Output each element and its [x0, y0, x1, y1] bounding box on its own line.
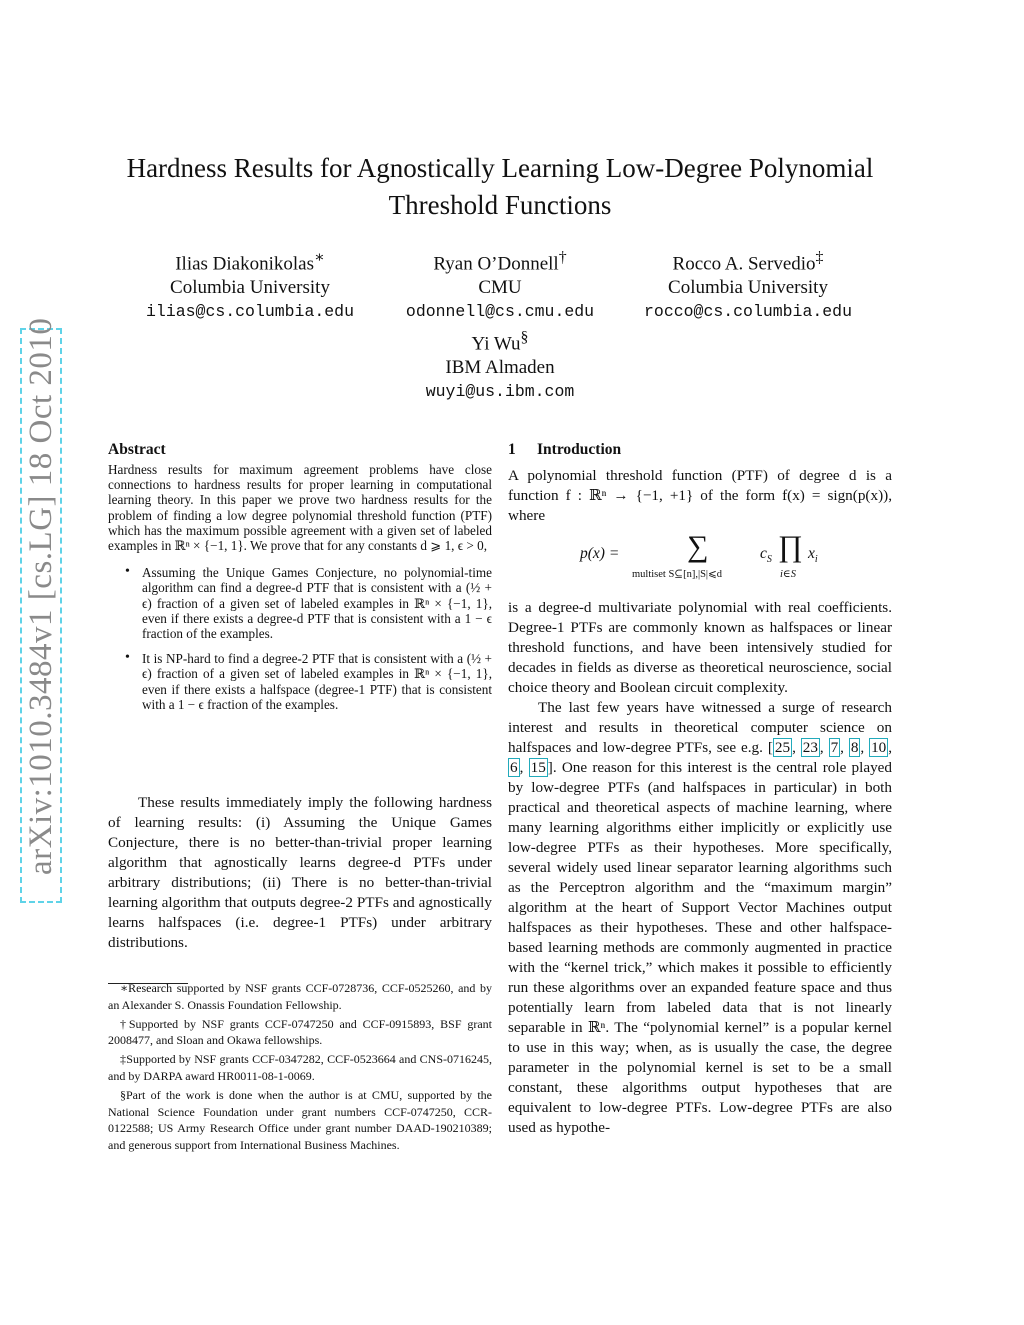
footnote-4: §Part of the work is done when the author is at CMU, supported by the National Science Foundation under grant numbers CCF-0747250, CCR-0122588; US Army Research Office under grant number DAAD-190210389; and generous support from International Business Machines.	[108, 1087, 492, 1153]
footnote-mark: †	[558, 249, 567, 266]
footnote-1: ∗Research supported by NSF grants CCF-0728736, CCF-0525260, and by an Alexander S. Onassis Foundation Fellowship.	[108, 981, 492, 1012]
var-letter: x	[808, 545, 815, 562]
footnotes	[108, 980, 492, 1156]
formula-lhs: p(x) =	[580, 545, 620, 562]
author-affiliation: Columbia University	[668, 277, 828, 299]
abstract-results-list	[108, 565, 492, 712]
intro-paragraph-3-rest: . One reason for this interest is the central role played by low-degree PTFs (and halfspaces in particular) in both practical and theoretical aspects of machine learning, where many learning algorithms either implicitly or explicitly use low-degree PTFs as their hypotheses. More specifically, several widely used linear separator learning algorithms such as the Perceptron algorithm and the “maximum margin” algorithm at the heart of Support Vector Machines output halfspaces as their hypotheses. These and other halfspace-based learning methods are commonly augmented in practice with the “kernel trick,” which makes it possible to efficiently run these algorithms over an expanded feature space and thus potentially learn from labeled data that is not linearly separable in ℝⁿ. The “polynomial kernel” is a popular kernel to use in this way; when, as is usually the case, the degree parameter in the polynomial kernel is set to be a small constant, these algorithms output hypotheses that are equivalent to low-degree PTFs. Low-degree PTFs are also used as hypothe-	[508, 759, 893, 1136]
author-email[interactable]: odonnell@cs.cmu.edu	[405, 302, 595, 322]
paper-title	[100, 150, 900, 224]
formula-sum-subscript: multiset S⊆[n],|S|⩽d	[632, 569, 723, 580]
author-email[interactable]: ilias@cs.columbia.edu	[146, 302, 354, 322]
author-block-3	[628, 246, 868, 324]
abstract-paragraph-2: These results immediately imply the following hardness of learning results: (i) Assuming the Unique Games Conjecture, there is no better-than-trivial proper learning algorithm that agnostically learns degree-d PTFs under arbitrary distributions; (ii) There is no better-than-trivial learning algorithm that outputs degree-2 PTFs and agnostically learns halfspaces (i.e. degree-1 PTFs) under arbitrary distributions.	[108, 794, 492, 951]
title-line-1: Hardness Results for Agnostically Learning Low-Degree Polynomial	[126, 153, 874, 183]
title-line-2: Threshold Functions	[388, 190, 612, 220]
intro-paragraph-3	[508, 698, 892, 1138]
author-block-2	[380, 246, 620, 324]
section-title: Introduction	[537, 441, 622, 458]
list-item: • It is NP-hard to find a degree-2 PTF that is consistent with a (½ + ϵ) fraction of a given set of labeled examples in ℝⁿ × {−1, 1}, even if there exists a halfspace (degree-1 PTF) that is consistent with a 1 − ϵ fraction of the examples.	[108, 651, 492, 712]
footnote-mark: §	[520, 329, 529, 346]
var-subscript: i	[814, 554, 818, 566]
citation-link[interactable]: 7	[830, 739, 839, 756]
intro-paragraph-2: is a degree-d multivariate polynomial with real coefficients. Degree-1 PTFs are commonly known as halfspaces or linear threshold functions, and have been intensively studied for decades in fields as diverse as theoretical neuroscience, social choice theory and Boolean circuit complexity.	[508, 599, 892, 696]
citation-link[interactable]: 6	[510, 759, 518, 776]
footnote-mark: ∗	[314, 249, 325, 266]
abstract-paragraph-2-block	[108, 793, 492, 953]
intro-paragraph-1-block	[508, 466, 892, 526]
author-name: Ilias Diakonikolas	[175, 253, 314, 275]
list-item: • Assuming the Unique Games Conjecture, no polynomial-time algorithm can find a degree-d PTF that is consistent with a (½ + ϵ) fraction of a given set of labeled examples in ℝⁿ × {−1, 1}, even if there exists a degree-d PTF that is consistent with a 1 − ϵ fraction of the examples.	[108, 565, 492, 641]
product-symbol: ∏	[778, 530, 803, 563]
author-affiliation: Columbia University	[170, 277, 330, 299]
coef-subscript: S	[766, 554, 772, 566]
coef-letter: c	[760, 545, 767, 562]
section-heading	[508, 441, 892, 459]
citation-link[interactable]: 15	[530, 759, 546, 776]
author-email[interactable]: rocco@cs.columbia.edu	[644, 302, 852, 322]
ptf-formula	[508, 530, 892, 588]
intro-paragraph-1: A polynomial threshold function (PTF) of degree d is a function f : ℝⁿ → {−1, +1} of the form f(x) = sign(p(x)), where	[508, 467, 892, 524]
introduction-heading-block	[508, 441, 892, 459]
author-affiliation: CMU	[478, 277, 522, 299]
author-name: Yi Wu	[471, 333, 521, 355]
abstract-heading: Abstract	[108, 441, 166, 458]
citation-link[interactable]: 23	[802, 739, 818, 756]
section-number: 1	[508, 441, 516, 458]
formula-product-subscript: i∈S	[780, 569, 796, 580]
intro-paragraph-3-start: The last few years have witnessed a surge of research interest and results in theoretical computer science on halfspaces and low-degree PTFs, see e.g.	[508, 699, 892, 756]
author-block-4	[380, 326, 620, 404]
footnote-3: ‡Supported by NSF grants CCF-0347282, CCF-0523664 and CNS-0716245, and by DARPA award HR0011-08-1-0069.	[108, 1052, 492, 1083]
abstract-paragraph-1: Hardness results for maximum agreement problems have close connections to hardness results for proper learning in computational learning theory. In this paper we prove two hardness results for the problem of finding a low degree polynomial threshold function (PTF) which has the maximum possible agreement with a given set of labeled examples in ℝⁿ × {−1, 1}. We prove that for any constants d ⩾ 1, ϵ > 0,	[108, 462, 492, 554]
intro-paragraph-2-block	[508, 598, 892, 1138]
citation-list: [ 25 , 23 , 7 , 8 , 10 , 6 , 15 ]	[510, 739, 893, 776]
author-name: Rocco A. Servedio	[672, 253, 816, 275]
formula-variable	[808, 545, 818, 565]
citation-link[interactable]: 25	[774, 739, 791, 756]
author-affiliation: IBM Almaden	[445, 357, 555, 379]
abstract-section	[108, 441, 492, 722]
author-name: Ryan O’Donnell	[433, 253, 559, 275]
citation-link[interactable]: 8	[850, 739, 859, 756]
author-email[interactable]: wuyi@us.ibm.com	[425, 382, 575, 402]
author-block-1	[130, 246, 370, 324]
citation-link[interactable]: 10	[871, 739, 887, 756]
arxiv-identifier[interactable]: arXiv:1010.3484v1 [cs.LG] 18 Oct 2010	[23, 317, 59, 875]
formula-coefficient	[760, 545, 772, 565]
sum-symbol: ∑	[687, 530, 709, 563]
footnote-2: †Supported by NSF grants CCF-0747250 and CCF-0915893, BSF grant 2008477, and Sloan and Okawa fellowships.	[108, 1016, 492, 1048]
footnote-mark: ‡	[815, 249, 824, 266]
